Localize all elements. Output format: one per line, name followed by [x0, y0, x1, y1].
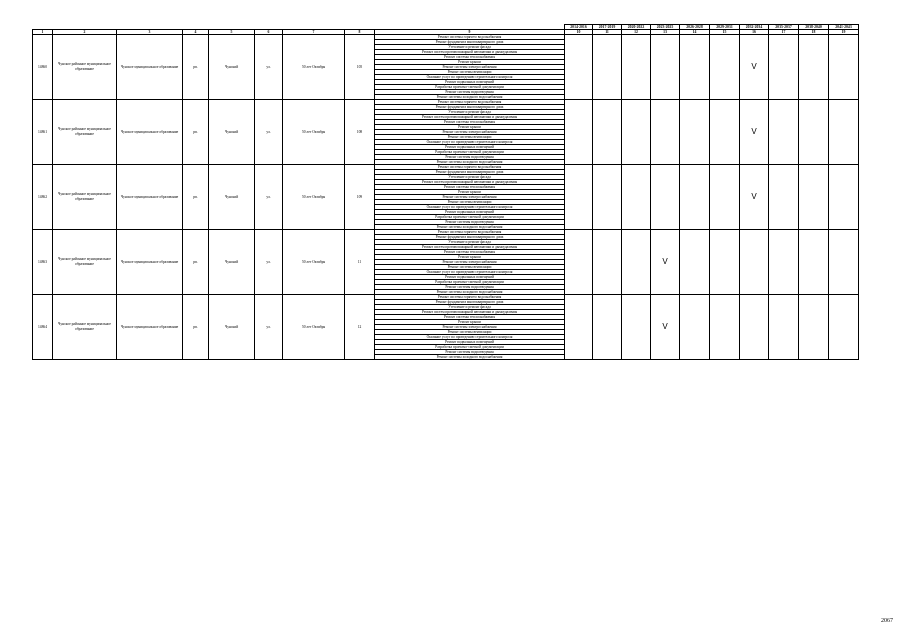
- column-number: 3: [117, 30, 183, 35]
- work-item: Ремонт системы электроснабжения: [375, 325, 565, 330]
- work-item: Ремонт фундамента многоквартирного дома: [375, 235, 565, 240]
- record-municipality: Чунское муниципальное образование: [117, 295, 183, 360]
- work-item: Ремонт системы водоотведения: [375, 350, 565, 355]
- period-cell: [769, 165, 799, 230]
- period-mark: V: [651, 230, 680, 295]
- record-municipality: Чунское муниципальное образование: [117, 230, 183, 295]
- column-number: 19: [829, 30, 859, 35]
- record-settlement: Чунский: [209, 165, 255, 230]
- work-item: Ремонт крыши: [375, 60, 565, 65]
- work-item: Ремонт фундамента многоквартирного дома: [375, 40, 565, 45]
- work-item: Утепление и ремонт фасада: [375, 240, 565, 245]
- table-row: [33, 165, 859, 170]
- record-street: 50 лет Октября: [283, 230, 345, 295]
- work-item: Ремонт системы горячего водоснабжения: [375, 295, 565, 300]
- work-item: Ремонт системы вентиляции: [375, 135, 565, 140]
- record-street: 50 лет Октября: [283, 295, 345, 360]
- record-settlement-type: рп.: [183, 100, 209, 165]
- work-item: Ремонт системы теплоснабжения: [375, 55, 565, 60]
- period-cell: [769, 100, 799, 165]
- work-item: Ремонт системы горячего водоснабжения: [375, 230, 565, 235]
- record-district: Чунское районное муниципальное образование: [53, 35, 117, 100]
- page-number: 2067: [881, 618, 893, 624]
- period-cell: [593, 165, 622, 230]
- work-item: Ремонт системы водоотведения: [375, 90, 565, 95]
- work-item: Утепление и ремонт фасада: [375, 45, 565, 50]
- record-settlement-type: рп.: [183, 295, 209, 360]
- work-item: Ремонт системы водоотведения: [375, 155, 565, 160]
- work-item: Ремонт систем противопожарной автоматики и дымоудаления: [375, 180, 565, 185]
- work-item: Ремонт систем противопожарной автоматики и дымоудаления: [375, 310, 565, 315]
- column-number: 18: [799, 30, 829, 35]
- period-cell: [680, 230, 710, 295]
- record-settlement: Чунский: [209, 100, 255, 165]
- period-cell: [593, 35, 622, 100]
- period-cell: [799, 295, 829, 360]
- work-item: Ремонт системы водоотведения: [375, 285, 565, 290]
- period-cell: [565, 35, 593, 100]
- column-number: 16: [740, 30, 769, 35]
- record-house: 109: [345, 165, 375, 230]
- period-cell: [710, 100, 740, 165]
- record-district: Чунское районное муниципальное образование: [53, 100, 117, 165]
- work-item: Ремонт крыши: [375, 320, 565, 325]
- record-id: 14863: [33, 230, 53, 295]
- record-district: Чунское районное муниципальное образование: [53, 295, 117, 360]
- column-number: 7: [283, 30, 345, 35]
- period-cell: [651, 35, 680, 100]
- period-cell: [799, 100, 829, 165]
- period-cell: [799, 165, 829, 230]
- period-cell: [593, 295, 622, 360]
- work-item: Ремонт подвальных помещений: [375, 210, 565, 215]
- column-number: 10: [565, 30, 593, 35]
- period-cell: [710, 165, 740, 230]
- work-item: Ремонт системы холодного водоснабжения: [375, 160, 565, 165]
- period-cell: [622, 230, 651, 295]
- work-item: Ремонт подвальных помещений: [375, 340, 565, 345]
- work-item: Ремонт систем противопожарной автоматики и дымоудаления: [375, 50, 565, 55]
- period-cell: [829, 35, 859, 100]
- work-item: Разработка проектно-сметной документации: [375, 345, 565, 350]
- record-street-type: ул.: [255, 165, 283, 230]
- period-header: 2020-2022: [622, 25, 651, 30]
- work-item: Ремонт крыши: [375, 190, 565, 195]
- table-row: [33, 35, 859, 40]
- work-item: Ремонт системы вентиляции: [375, 200, 565, 205]
- work-item: Ремонт системы электроснабжения: [375, 195, 565, 200]
- period-header: 2026-2028: [680, 25, 710, 30]
- period-cell: [740, 295, 769, 360]
- record-municipality: Чунское муниципальное образование: [117, 100, 183, 165]
- period-cell: [651, 165, 680, 230]
- work-item: Разработка проектно-сметной документации: [375, 85, 565, 90]
- work-item: Разработка проектно-сметной документации: [375, 150, 565, 155]
- period-cell: [799, 230, 829, 295]
- period-cell: [829, 100, 859, 165]
- work-item: Ремонт системы горячего водоснабжения: [375, 165, 565, 170]
- table-row: [33, 295, 859, 300]
- period-cell: [565, 295, 593, 360]
- work-item: Разработка проектно-сметной документации: [375, 280, 565, 285]
- work-item: Ремонт системы электроснабжения: [375, 130, 565, 135]
- work-item: Ремонт системы электроснабжения: [375, 260, 565, 265]
- work-item: Оказание услуг по проведению строительного контроля: [375, 270, 565, 275]
- work-item: Ремонт системы вентиляции: [375, 330, 565, 335]
- period-cell: [680, 100, 710, 165]
- column-number: 14: [680, 30, 710, 35]
- record-district: Чунское районное муниципальное образование: [53, 230, 117, 295]
- period-cell: [769, 295, 799, 360]
- table-row: [33, 230, 859, 235]
- period-header: 2032-2034: [740, 25, 769, 30]
- work-item: Ремонт системы теплоснабжения: [375, 120, 565, 125]
- period-mark: V: [740, 35, 769, 100]
- work-item: Утепление и ремонт фасада: [375, 175, 565, 180]
- period-cell: [622, 295, 651, 360]
- record-district: Чунское районное муниципальное образование: [53, 165, 117, 230]
- work-item: Ремонт системы горячего водоснабжения: [375, 35, 565, 40]
- period-cell: [565, 100, 593, 165]
- period-header: 2023-2025: [651, 25, 680, 30]
- period-mark: V: [651, 295, 680, 360]
- record-settlement: Чунский: [209, 35, 255, 100]
- period-cell: [769, 230, 799, 295]
- period-cell: [799, 35, 829, 100]
- work-item: Ремонт крыши: [375, 125, 565, 130]
- period-cell: [680, 165, 710, 230]
- column-number: 17: [769, 30, 799, 35]
- record-id: 14864: [33, 295, 53, 360]
- record-house: 108: [345, 100, 375, 165]
- work-item: Оказание услуг по проведению строительного контроля: [375, 335, 565, 340]
- work-item: Утепление и ремонт фасада: [375, 110, 565, 115]
- work-item: Ремонт подвальных помещений: [375, 80, 565, 85]
- period-cell: [565, 165, 593, 230]
- record-municipality: Чунское муниципальное образование: [117, 165, 183, 230]
- period-mark: V: [740, 165, 769, 230]
- table-row: [33, 100, 859, 105]
- record-house: 11: [345, 230, 375, 295]
- table-body: [33, 25, 859, 360]
- record-settlement-type: рп.: [183, 35, 209, 100]
- work-item: Ремонт систем противопожарной автоматики и дымоудаления: [375, 115, 565, 120]
- work-item: Ремонт системы водоотведения: [375, 220, 565, 225]
- record-municipality: Чунское муниципальное образование: [117, 35, 183, 100]
- work-item: Ремонт системы холодного водоснабжения: [375, 95, 565, 100]
- record-id: 14861: [33, 100, 53, 165]
- capital-repair-schedule-table: [32, 24, 859, 360]
- period-cell: [829, 295, 859, 360]
- work-item: Ремонт системы теплоснабжения: [375, 250, 565, 255]
- column-number: 15: [710, 30, 740, 35]
- column-number: 9: [375, 30, 565, 35]
- period-header: 2029-2031: [710, 25, 740, 30]
- period-header: 2014-2016: [565, 25, 593, 30]
- period-cell: [651, 100, 680, 165]
- record-settlement-type: рп.: [183, 165, 209, 230]
- period-mark: V: [740, 100, 769, 165]
- work-item: Ремонт системы горячего водоснабжения: [375, 100, 565, 105]
- record-street: 50 лет Октября: [283, 165, 345, 230]
- work-item: Ремонт системы вентиляции: [375, 265, 565, 270]
- record-settlement: Чунский: [209, 295, 255, 360]
- period-cell: [710, 230, 740, 295]
- column-number: 2: [53, 30, 117, 35]
- period-cell: [622, 35, 651, 100]
- period-cell: [829, 230, 859, 295]
- column-number: 1: [33, 30, 53, 35]
- record-house: 105: [345, 35, 375, 100]
- column-number: 8: [345, 30, 375, 35]
- period-cell: [680, 35, 710, 100]
- work-item: Разработка проектно-сметной документации: [375, 215, 565, 220]
- period-cell: [680, 295, 710, 360]
- work-item: Ремонт системы вентиляции: [375, 70, 565, 75]
- period-cell: [593, 100, 622, 165]
- period-cell: [740, 230, 769, 295]
- period-cell: [622, 100, 651, 165]
- work-item: Оказание услуг по проведению строительного контроля: [375, 75, 565, 80]
- work-item: Оказание услуг по проведению строительного контроля: [375, 205, 565, 210]
- period-header: 2041-2043: [829, 25, 859, 30]
- record-street-type: ул.: [255, 295, 283, 360]
- column-number: 6: [255, 30, 283, 35]
- work-item: Ремонт системы теплоснабжения: [375, 315, 565, 320]
- period-cell: [565, 230, 593, 295]
- work-item: Ремонт фундамента многоквартирного дома: [375, 300, 565, 305]
- work-item: Ремонт системы холодного водоснабжения: [375, 355, 565, 360]
- work-item: Ремонт системы холодного водоснабжения: [375, 290, 565, 295]
- period-cell: [769, 35, 799, 100]
- work-item: Ремонт крыши: [375, 255, 565, 260]
- record-street-type: ул.: [255, 35, 283, 100]
- record-street-type: ул.: [255, 230, 283, 295]
- period-cell: [829, 165, 859, 230]
- record-house: 12: [345, 295, 375, 360]
- period-cell: [622, 165, 651, 230]
- work-item: Оказание услуг по проведению строительного контроля: [375, 140, 565, 145]
- column-number: 4: [183, 30, 209, 35]
- column-number: 5: [209, 30, 255, 35]
- column-number: 11: [593, 30, 622, 35]
- period-cell: [710, 35, 740, 100]
- period-header: 2038-2040: [799, 25, 829, 30]
- work-item: Ремонт систем противопожарной автоматики и дымоудаления: [375, 245, 565, 250]
- record-settlement-type: рп.: [183, 230, 209, 295]
- column-number: 13: [651, 30, 680, 35]
- record-settlement: Чунский: [209, 230, 255, 295]
- record-street: 50 лет Октября: [283, 35, 345, 100]
- record-street: 50 лет Октября: [283, 100, 345, 165]
- work-item: Ремонт подвальных помещений: [375, 145, 565, 150]
- work-item: Ремонт фундамента многоквартирного дома: [375, 170, 565, 175]
- record-id: 14862: [33, 165, 53, 230]
- period-header: 2035-2037: [769, 25, 799, 30]
- record-id: 14860: [33, 35, 53, 100]
- period-cell: [710, 295, 740, 360]
- column-number: 12: [622, 30, 651, 35]
- work-item: Утепление и ремонт фасада: [375, 305, 565, 310]
- period-cell: [593, 230, 622, 295]
- work-item: Ремонт системы электроснабжения: [375, 65, 565, 70]
- work-item: Ремонт системы холодного водоснабжения: [375, 225, 565, 230]
- work-item: Ремонт системы теплоснабжения: [375, 185, 565, 190]
- period-header: 2017-2019: [593, 25, 622, 30]
- work-item: Ремонт подвальных помещений: [375, 275, 565, 280]
- record-street-type: ул.: [255, 100, 283, 165]
- work-item: Ремонт фундамента многоквартирного дома: [375, 105, 565, 110]
